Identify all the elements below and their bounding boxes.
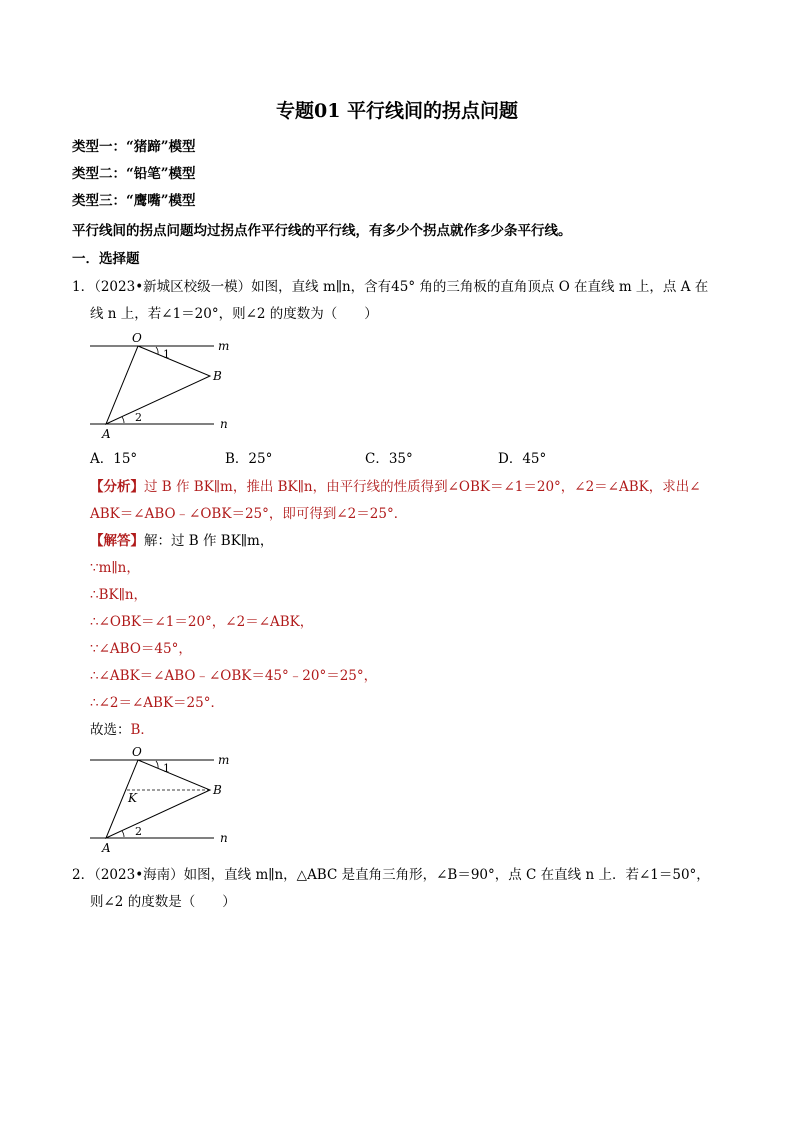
analysis-line1 [90, 477, 701, 497]
angle-2-arc [122, 417, 124, 423]
choose-label: 故选： [90, 722, 131, 738]
q1-solution-figure [86, 744, 246, 856]
q2-stem-line1: 2．（2023•海南）如图，直线 m∥n，△ABC 是直角三角形，∠B＝90°，点 C 在直线 n 上．若∠1＝50°， [72, 867, 710, 883]
label-angle-1: 1 [163, 348, 170, 361]
analysis-text-1: 过 B 作 BK∥m，推出 BK∥n，由平行线的性质得到∠OBK＝∠1＝20°，∠2＝∠ABK，求出∠ [144, 479, 701, 495]
label-b: B [213, 369, 222, 383]
intro-text: 平行线间的拐点问题均过拐点作平行线的平行线，有多少个拐点就作多少条平行线。 [72, 223, 572, 239]
answer-tag: 【解答】 [90, 533, 144, 549]
step-3: ∴∠OBK＝∠1＝20°，∠2＝∠ABK， [90, 614, 314, 630]
angle-1-arc [156, 761, 158, 768]
triangle-oab [106, 760, 210, 838]
label-angle-2: 2 [135, 411, 142, 424]
choose-line [90, 720, 154, 740]
type-one: 类型一：“猪蹄”模型 [72, 139, 196, 155]
q1-stem-line2: 线 n 上，若∠1＝20°，则∠2 的度数为（ ） [90, 306, 378, 322]
step-5: ∴∠ABK＝∠ABO﹣∠OBK＝45°﹣20°＝25°， [90, 668, 378, 684]
label-k: K [128, 791, 137, 805]
step-6: ∴∠2＝∠ABK＝25°． [90, 695, 224, 711]
page-title: 专题01 平行线间的拐点问题 [275, 100, 519, 122]
step-1: ∵m∥n， [90, 560, 140, 576]
label-n: n [220, 417, 228, 431]
type-two: 类型二：“铅笔”模型 [72, 166, 196, 182]
label-angle-1: 1 [163, 762, 170, 775]
option-c: C．35° [365, 451, 413, 467]
step-4: ∵∠ABO＝45°， [90, 641, 192, 657]
triangle-oab [106, 346, 210, 424]
q1-figure [86, 330, 246, 442]
label-o: O [132, 745, 142, 759]
label-a: A [102, 841, 111, 855]
option-a: A．15° [90, 451, 138, 467]
analysis-tag: 【分析】 [90, 479, 144, 495]
analysis-line2: ABK＝∠ABO﹣∠OBK＝25°，即可得到∠2＝25°． [90, 506, 408, 522]
step-2: ∴BK∥n， [90, 587, 148, 603]
q2-stem-line2: 则∠2 的度数是（ ） [90, 894, 236, 910]
label-o: O [132, 331, 142, 345]
q1-stem-line1: 1．（2023•新城区校级一模）如图，直线 m∥n，含有45° 角的三角板的直角顶点 O 在直线 m 上，点 A 在 [72, 279, 709, 295]
type-three: 类型三：“鹰嘴”模型 [72, 193, 196, 209]
label-angle-2: 2 [135, 825, 142, 838]
label-m: m [218, 339, 230, 353]
section-heading: 一．选择题 [72, 251, 140, 267]
label-n: n [220, 831, 228, 845]
label-a: A [102, 427, 111, 441]
option-d: D．45° [498, 451, 547, 467]
option-b: B．25° [225, 451, 273, 467]
label-b: B [213, 783, 222, 797]
angle-2-arc [122, 831, 124, 837]
answer-text-1: 解：过 B 作 BK∥m， [144, 533, 274, 549]
answer-line1 [90, 531, 273, 551]
label-m: m [218, 753, 230, 767]
choose-value: B． [130, 722, 154, 738]
angle-1-arc [156, 347, 158, 354]
